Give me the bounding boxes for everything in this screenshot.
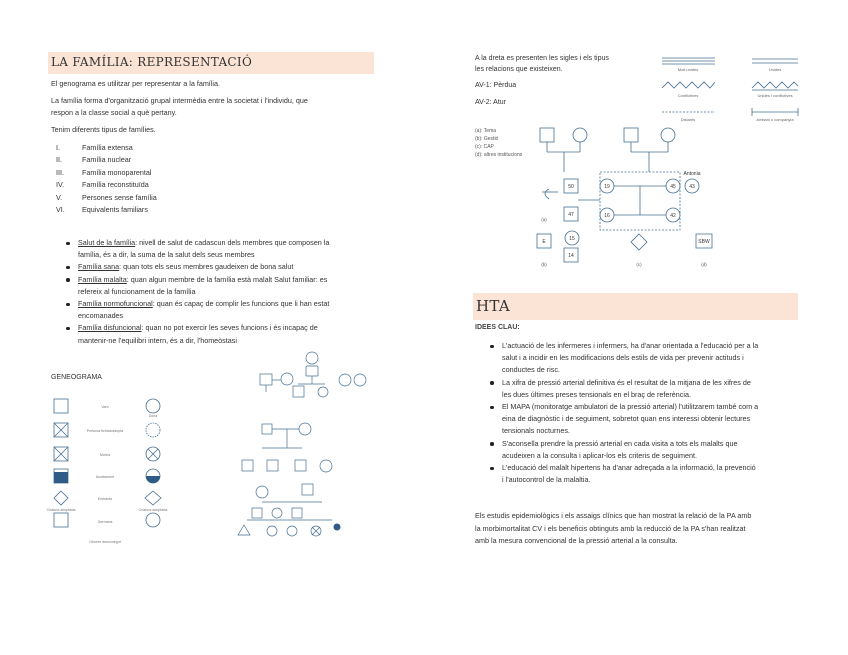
list-item: V. Persones sense família xyxy=(56,192,157,202)
intro-line-2: les relacions que existeixen. xyxy=(475,66,563,73)
legend-list: (a): Tema (b): Gestió (c): CAP (d): altres institucions xyxy=(475,128,523,158)
ideas-clau-label: IDEES CLAU: xyxy=(475,324,520,331)
familia-title-band xyxy=(48,52,374,74)
familia-paragraph-3: Tenim diferents tipus de famílies. xyxy=(51,125,156,134)
list-item: Família malalta: quan algun membre de la família està malalt Salut familiar: es refereix al funcionament de la família xyxy=(64,274,374,298)
list-item: El MAPA (monitoratge ambulatori de la pressió arterial) l'utilitzarem també com a eina de diagnòstic i de seguiment, sobretot quan ens interessi obtenir lectures tensionals nocturnes. xyxy=(488,401,808,438)
list-item: Família normofuncional: quan és capaç de complir les funcions que li han estat encomanades xyxy=(64,298,374,322)
family-health-list xyxy=(64,237,374,347)
intro-line-1: A la dreta es presenten les sigles i els tipus xyxy=(475,55,609,62)
geno-tag: (b) xyxy=(541,262,547,267)
geno-name: Antonia xyxy=(683,171,701,177)
geno-number: 16 xyxy=(604,213,610,219)
rel-legend-label: Molt unides xyxy=(677,67,699,72)
rel-legend-label: Amistat o companyia xyxy=(756,117,794,122)
av2-label: AV-2: Atur xyxy=(475,99,506,106)
legend-label: Dona xyxy=(148,414,158,418)
rel-legend-label: Conflictives xyxy=(677,93,699,98)
list-item: VI. Equivalents familiars xyxy=(56,205,148,215)
list-item: L'actuació de les infermeres i infermers, ha d'anar orientada a l'educació per a la salut i a incidir en les modificacions dels estils de vida per prevenir actituds i conductes de risc. xyxy=(488,340,808,377)
familia-paragraph-2a: La família forma d'organització grupal intermèdia entre la societat i l'individu, que xyxy=(51,96,308,105)
rel-legend-label: Distants xyxy=(680,117,696,122)
geno-number: 50 xyxy=(568,184,574,190)
geno-number: 14 xyxy=(568,253,574,259)
rel-legend-label: Unides xyxy=(768,67,782,72)
legend-label: Criatura adoptada xyxy=(46,508,76,512)
list-item: S'aconsella prendre la pressió arterial en cada visita a tots els malalts que acudeixen a la consulta i aplicar-los els criteris de seguiment. xyxy=(488,438,808,462)
legend-label: Varó xyxy=(101,405,109,409)
list-item: III. Família monoparental xyxy=(56,167,152,177)
legend-label: Avortament xyxy=(95,475,115,479)
geno-number: 45 xyxy=(670,184,676,190)
legend-label: Criatura adoptada xyxy=(138,508,168,512)
hta-title-band xyxy=(473,293,798,320)
geno-tag: (d) xyxy=(701,262,707,267)
list-item: II. Família nuclear xyxy=(56,155,132,165)
genogram-symbol-legend xyxy=(46,395,190,550)
genograma-heading: GENEOGRAMA xyxy=(51,374,102,381)
legend-label: Persona fictícia/adopta xyxy=(86,429,124,433)
geno-letter: SBW xyxy=(698,239,710,245)
familia-paragraph-2b: respon a la classe social a què pertany. xyxy=(51,108,177,117)
section-title: HTA xyxy=(476,297,510,315)
geno-number: 19 xyxy=(604,184,610,190)
av1-label: AV-1: Pèrdua xyxy=(475,82,517,89)
legend-label: Germans xyxy=(97,520,113,524)
list-item: Família sana: quan tots els seus membres gaudeixen de bona salut xyxy=(64,261,374,273)
genogram-example-bottom xyxy=(232,420,357,550)
genogram-example-top xyxy=(255,350,375,420)
rel-legend-label: Unides i conflictives xyxy=(757,93,793,98)
page-title: LA FAMÍLIA: REPRESENTACIÓ xyxy=(51,55,253,69)
geno-letter: E xyxy=(542,239,546,245)
list-item: La xifra de pressió arterial definitiva és el resultat de la mitjana de les xifres de les dues últimes preses tensionals en el braç de referència. xyxy=(488,377,808,401)
geno-tag: (a) xyxy=(541,217,547,222)
list-item: I. Família extensa xyxy=(56,143,133,152)
legend-label: Mort/a xyxy=(99,453,111,457)
geno-tag: (c) xyxy=(636,262,642,267)
closing-paragraph: Els estudis epidemiològics i els assaigs clínics que han mostrat la relació de la PA amb la morbimortalitat CV i els beneficis obtinguts amb la reducció de la PA s'han realitzat amb la mesura convencional de la pressió arterial a la consulta. xyxy=(475,511,752,545)
list-item: L'educació del malalt hipertens ha d'anar adreçada a la informació, la prevenció i l'autocontrol de la malaltia. xyxy=(488,462,808,486)
family-types-list xyxy=(56,142,157,216)
list-item: Família disfuncional: quan no pot exercir les seves funcions i és incapaç de mantenir-ne l'equilibri intern, és a dir, l'homeòstasi xyxy=(64,322,374,346)
geno-number: 15 xyxy=(569,236,575,242)
relationship-legend xyxy=(660,55,800,130)
legend-label: Embaràs xyxy=(97,497,113,501)
hta-key-ideas-list xyxy=(488,340,808,486)
geno-number: 42 xyxy=(670,213,676,219)
genogram-example xyxy=(514,124,714,269)
geno-number: 47 xyxy=(568,212,574,218)
geno-number: 43 xyxy=(689,184,695,190)
list-item: IV. Família reconstituïda xyxy=(56,180,149,190)
familia-paragraph-1: El genograma es utilitzar per representar a la família. xyxy=(51,79,220,88)
list-item: Salut de la família: nivell de salut de cadascun dels membres que composen la família, és a dir, la suma de la salut dels seus membres xyxy=(64,237,374,261)
legend-label: Gènere desconegut xyxy=(89,540,121,544)
